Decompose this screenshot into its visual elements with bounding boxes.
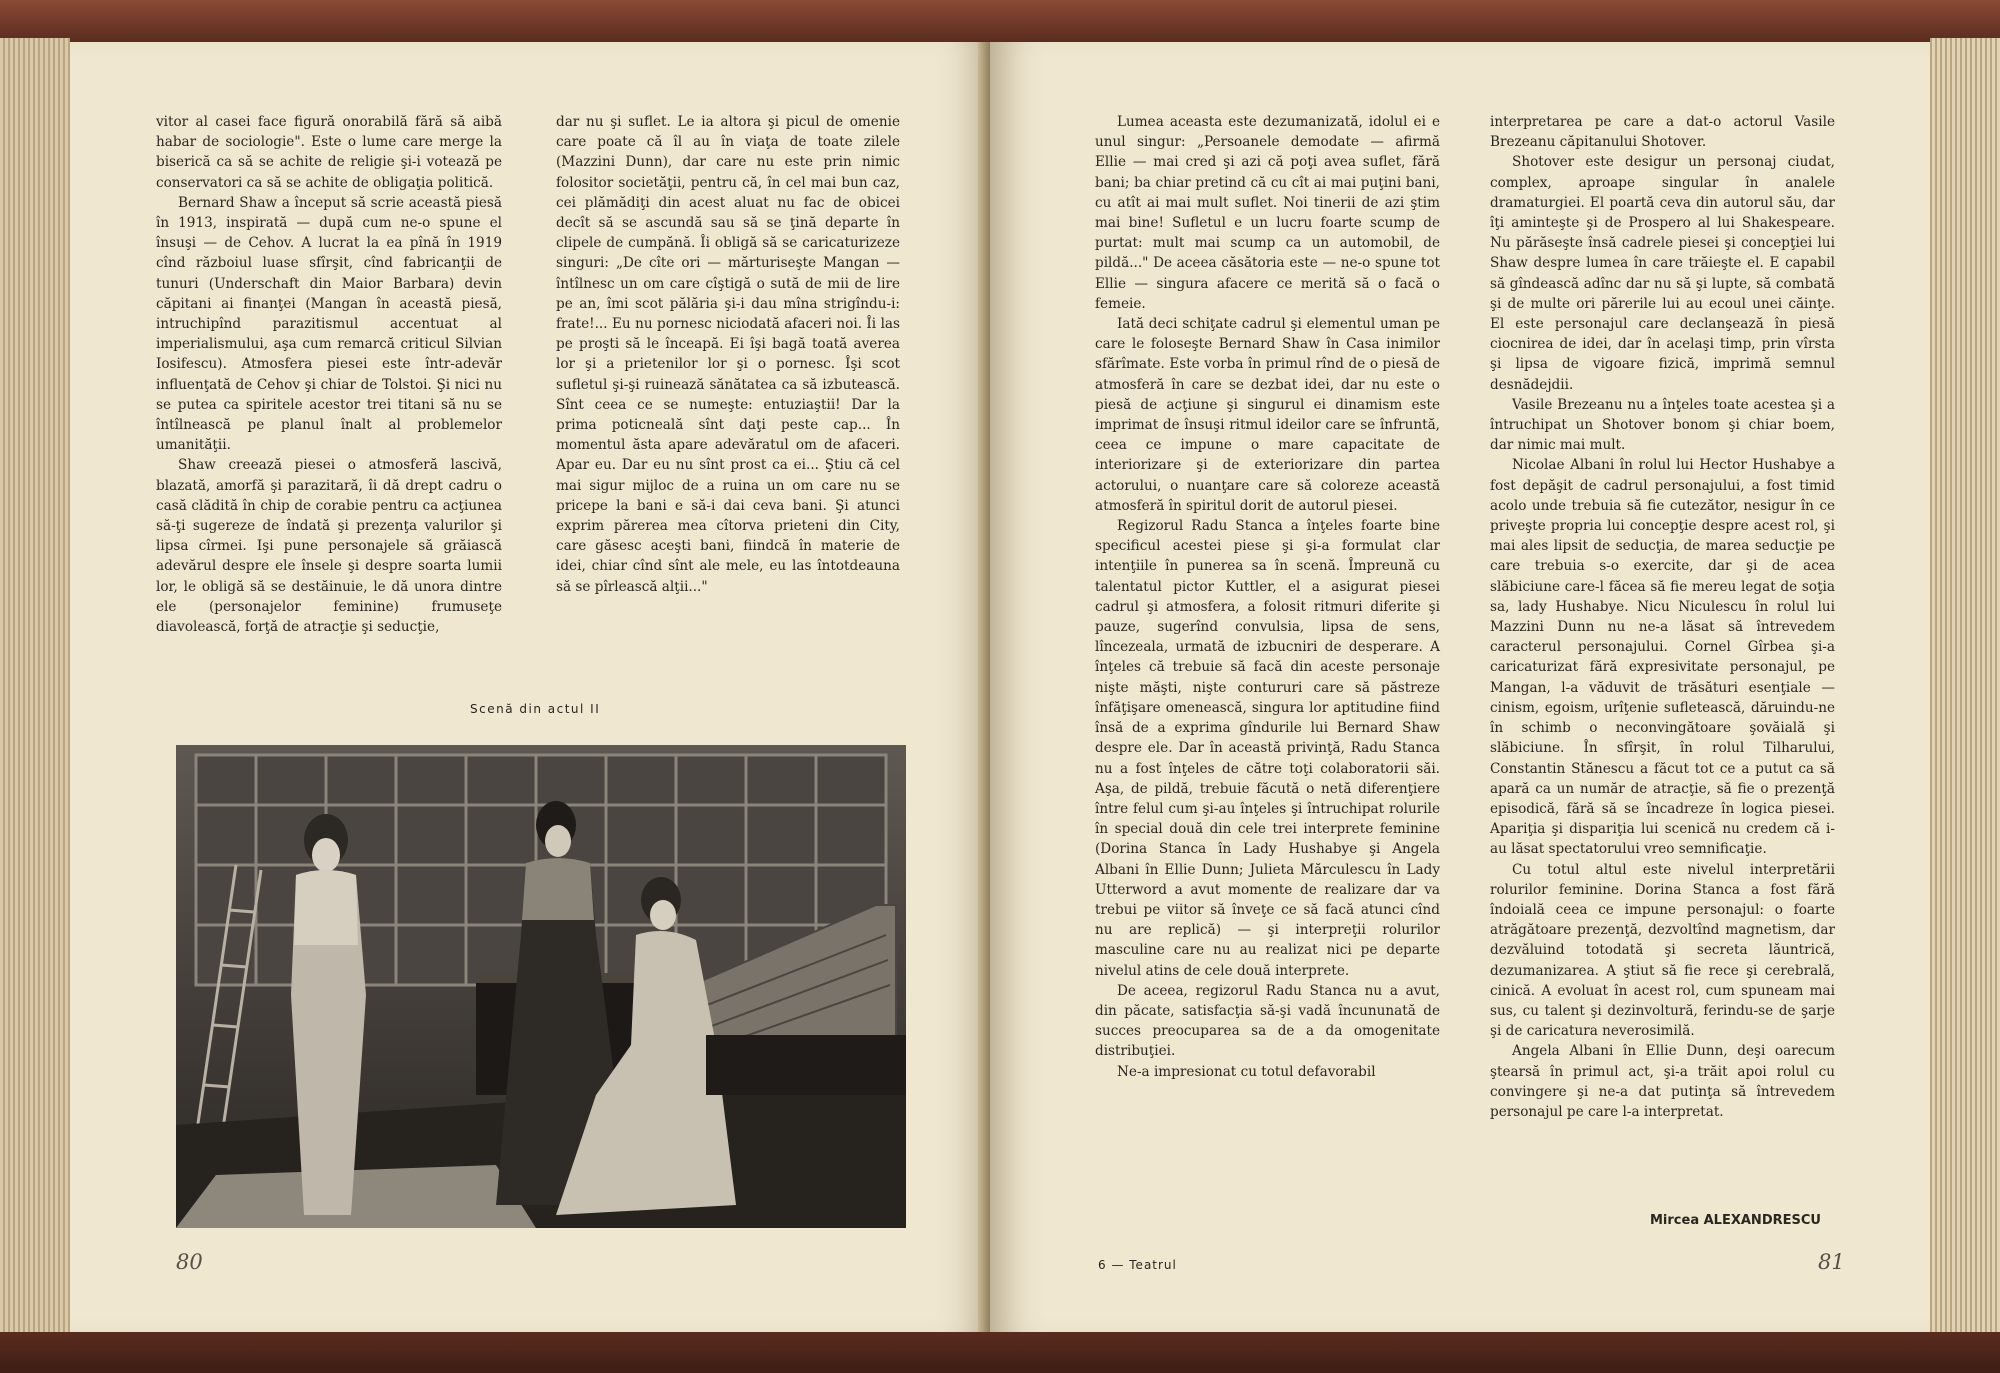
left-page-column-1 (156, 112, 502, 637)
paragraph: Bernard Shaw a început să scrie această piesă în 1913, inspirată — după cum ne-o spune el însuşi — de Cehov. A lucrat la ea pînă în 1919 cînd războiul luase sfîrşit, cînd fabricanţii de tunuri (Underschaft din Maior Barbara) devin căpitani ai finanţei (Mangan în această piesă, intruchipînd parazitismul accentuat al imperialismului, aşa cum remarcă criticul Silvian Iosifescu). Atmosfera piesei este într-adevăr influenţată de Cehov şi chiar de Tolstoi. Şi nici nu se putea ca spiritele acestor trei titani să nu se întîlnească pe planul înalt al problemelor umanităţii. (156, 194, 502, 454)
paragraph: Vasile Brezeanu nu a înţeles toate acestea şi a întruchipat un Shotover bonom şi chiar boem, dar nimic mai mult. (1490, 396, 1835, 454)
theatre-scene-photo (176, 745, 906, 1228)
page-edges-left (0, 38, 70, 1338)
page-edges-right (1930, 38, 2000, 1338)
book-binding-bottom (0, 1332, 2000, 1373)
right-page-column-1 (1095, 112, 1440, 1082)
paragraph: Shotover este desigur un personaj ciudat, complex, aproape singular în analele dramaturgiei. El poartă ceva din autorul său, dar îţi aminteşte şi de Prospero al lui Shakespeare. Nu părăseşte însă cadrele piesei şi concepţiei lui Shaw despre lumea în care trăieşte el. E capabil să gîndească adînc dar nu să şi lupte, să combată şi de multe ori părerile lui au ecoul unei căinţe. El este personajul care declanşează în piesă ciocnirea de idei, dar în acelaşi timp, prin vîrsta şi lipsa de vigoare fizică, imprimă semnul desnădejdii. (1490, 154, 1835, 393)
photo-caption: Scenă din actul II (470, 702, 601, 716)
left-page-column-2 (556, 112, 900, 597)
paragraph: Lumea aceasta este dezumanizată, idolul ei e unul singur: „Persoanele demodate — afirmă Ellie — mai cred şi azi că poţi avea suflet, fără bani; ba chiar pretind că cu cît ai mai puţini bani, cu atît ai mai mult suflet. Noi tinerii de azi ştim mai bine! Sufletul e un lucru foarte scump de purtat: mult mai scump ca un automobil, de pildă..." De aceea căsătoria este — ne-o spune tot Ellie — singura afacere ce merită să o facă o femeie. (1095, 114, 1440, 312)
paragraph: Angela Albani în Ellie Dunn, deşi oarecum ştearsă în primul act, şi-a trăit apoi rolul cu convingere şi ne-a dat putinţa să întrevedem personajul pe care l-a interpretat. (1490, 1043, 1835, 1120)
paragraph: Iată deci schiţate cadrul şi elementul uman pe care le foloseşte Bernard Shaw în Casa inimilor sfărîmate. Este vorba în primul rînd de o piesă de atmosferă în care se dezbat idei, dar nu este o piesă de acţiune şi singurul ei dinamism este imprimat de însuşi ritmul ideilor care se înfruntă, ceea ce impune o mare capacitate de interiorizare şi de exteriorizare din partea actorului, o nuanţare care să coloreze această atmosferă în spiritul dorit de autorul piesei. (1095, 316, 1440, 514)
right-page-column-2 (1490, 112, 1835, 1122)
paragraph: De aceea, regizorul Radu Stanca nu a avut, din păcate, satisfacţia să-şi vadă încununată de succes preocuparea sa de a da omogenitate distribuţiei. (1095, 982, 1440, 1060)
footer-note: 6 — Teatrul (1098, 1258, 1177, 1272)
paragraph: dar nu şi suflet. Le ia altora şi picul de omenie care poate că îl au în viaţa de toate zilele (Mazzini Dunn), dar care nu este prin nimic folositor societăţii, pentru că, în cel mai bun caz, cei plămădiţi din acest aluat nu fac de obicei decît să se ascundă sau să se ţină departe în clipele de cumpănă. Îi obligă să se caricaturizeze singuri: „De cîte ori — mărturiseşte Mangan — întîlnesc un om care cîştigă o sută de mii de lire pe an, îmi scot pălăria şi-i dau mîna strigîndu-i: frate!... Eu nu pornesc niciodată afaceri noi. Îi las pe proşti să le înceapă. Ei îşi bagă toată averea lor şi a prietenilor lor şi o pornesc. Îşi scot sufletul şi-şi ruinează sănătatea ca să izbutească. Sînt ceea ce se numeşte: entuziaştii! Dar la prima poticneală sînt daţi peste cap... În momentul ăsta apare adevăratul om de afaceri. Apar eu. Dar eu nu sînt prost ca ei... Ştiu că cel mai sigur mijloc de a ruina un om care nu se pricepe la bani e să-i dai ceva bani. Şi atunci exprim părerea mea cîtorva prieteni din City, care găsesc aceşti bani, fiindcă în materie de idei, chiar cînd sînt ale mele, eu las întotdeauna să se pîrlească alţii..." (556, 114, 900, 595)
page-number-left: 80 (176, 1250, 203, 1274)
book-binding-top (0, 0, 2000, 42)
paragraph: Regizorul Radu Stanca a înţeles foarte bine specificul acestei piese şi şi-a formulat clar intenţiile în punerea sa în scenă. Împreună cu talentatul pictor Kuttler, el a asigurat piesei cadrul şi atmosfera, a folosit ritmuri diferite şi pauze, sugerînd convulsia, lipsa de sens, lîncezeala, urmată de izbucniri de desperare. A înţeles că trebuie să facă din aceste personaje nişte măşti, nişte contururi care să păstreze înfăţişare omenească, singura lor aptitudine fiind însă de a exprima gîndurile lui Bernard Shaw despre ele. Dar în această privinţă, Radu Stanca nu a fost înţeles de către toţi colaboratorii săi. Aşa, de pildă, trebuie făcută o netă diferenţiere între felul cum şi-au înţeles şi întruchipat rolurile în special două din cele trei interprete feminine (Dorina Stanca în Lady Hushabye şi Angela Albani în Ellie Dunn; Julieta Mărculescu în Lady Utterword a avut momente de realizare dar va trebui pe viitor să înveţe ce să facă atunci cînd nu are replică) — şi interpreţii rolurilor masculine care nu au realizat nici pe departe nivelul atins de cele două interprete. (1095, 518, 1440, 979)
paragraph: Shaw creează piesei o atmosferă lascivă, blazată, amorfă şi parazitară, îi dă drept cadru o casă clădită în chip de corabie pentru ca acţiunea să-ţi sugereze de îndată şi prezenţa valurilor şi lipsa cîrmei. Işi pune personajele să grăiască adevărul despre ele însele şi despre soarta lumii lor, le obligă să se destăinuie, le dă unora dintre ele (personajelor feminine) frumuseţe diavolească, forţă de atracţie şi seducţie, (156, 457, 502, 636)
author-signature: Mircea ALEXANDRESCU (1650, 1213, 1821, 1228)
scene-photo-illustration (176, 745, 906, 1228)
paragraph: vitor al casei face figură onorabilă fără să aibă habar de sociologie". Este o lume care merge la biserică ca să se achite de religie şi-i votează pe conservatori ca să se achite de obligaţia politică. (156, 114, 502, 191)
paragraph: Cu totul altul este nivelul interpretării rolurilor feminine. Dorina Stanca a fost fără îndoială ceea ce impune personajul: o foarte atrăgătoare prezenţă, dezvoltînd magnetism, dar dezvăluind totodată şi secreta lăuntrică, dezumanizarea. A ştiut să fie rece şi cerebrală, cinică. A evoluat în acest rol, cum spuneam mai sus, cu talent şi dezinvoltură, ferindu-se de şarje şi de caricatura neverosimilă. (1490, 861, 1835, 1040)
paragraph: interpretarea pe care a dat-o actorul Vasile Brezeanu căpitanului Shotover. (1490, 114, 1835, 151)
page-number-right: 81 (1818, 1250, 1845, 1274)
paragraph: Nicolae Albani în rolul lui Hector Hushabye a fost depăşit de cadrul personajului, a fost timid acolo unde trebuia să fie cutezător, nesigur în ce priveşte propria lui concepţie despre acest rol, şi mai ales lipsit de seducţia, de marea seducţie pe care trebuia s-o exercite, dar şi de acea slăbiciune care-l făcea să fie mereu legat de soţia sa, lady Hushabye. Nicu Niculescu în rolul lui Mazzini Dunn nu ne-a lăsat să întrevedem caracterul personajului. Cornel Gîrbea şi-a caricaturizat fără expresivitate personajul, pe Mangan, l-a văduvit de trăsături esenţiale — cinism, egoism, urîţenie sufletească, dăruindu-ne în schimb o neconvingătoare şovăială şi slăbiciune. În sfîrşit, în rolul Tilharului, Constantin Stănescu a făcut tot ce a putut ca să apară ca un număr de atracţie, să fie o prezenţă episodică, fără să se încadreze în logica piesei. Apariţia şi dispariţia lui scenică nu credem că i-au lăsat spectatorului vreo semnificaţie. (1490, 457, 1835, 858)
paragraph: Ne-a impresionat cu totul defavorabil (1117, 1063, 1376, 1080)
